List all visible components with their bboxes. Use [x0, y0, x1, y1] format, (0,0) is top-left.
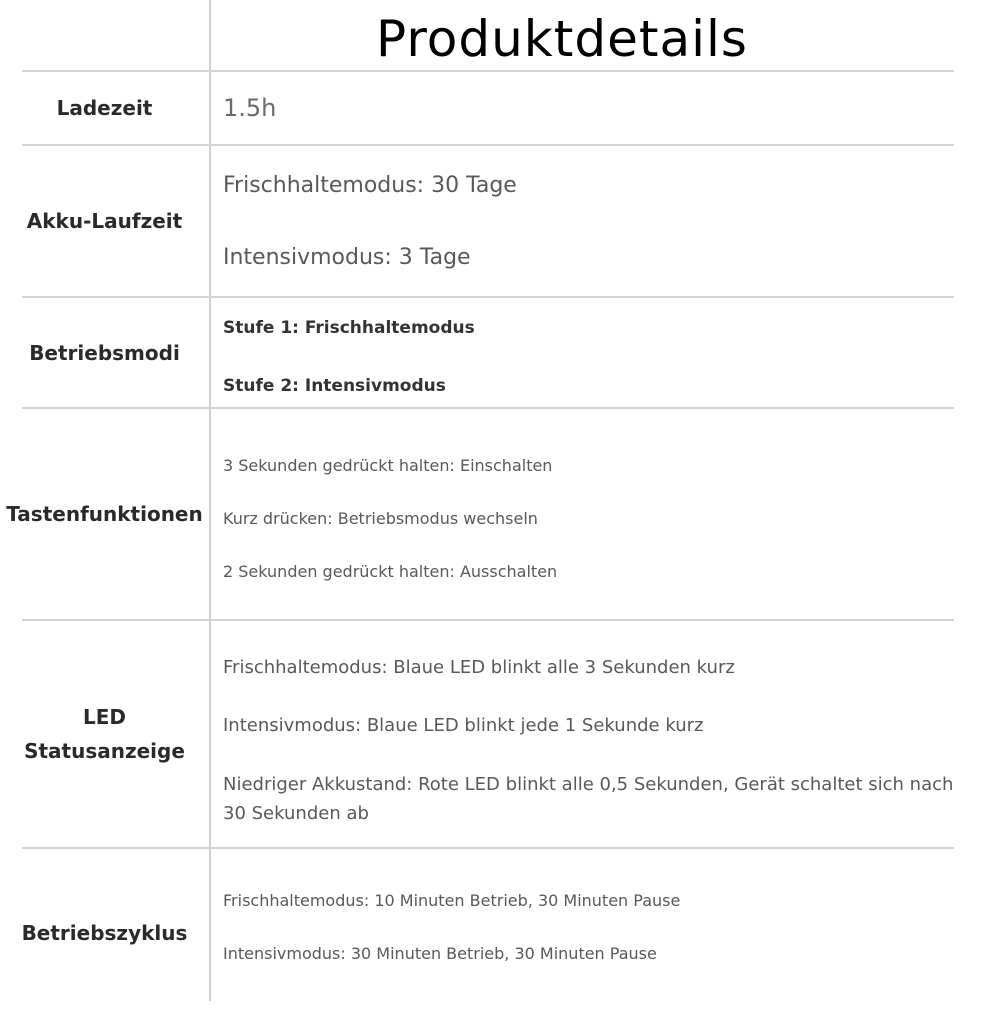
label-text: Betriebszyklus — [21, 921, 188, 945]
value-led-frischhalte: Frischhaltemodus: Blaue LED blinkt alle 3 Sekunden kurz — [223, 657, 735, 678]
label-text-line1: LED — [82, 705, 126, 729]
page-title: Produktdetails — [376, 10, 748, 68]
value-led-akkustand: Niedriger Akkustand: Rote LED blinkt alle 0,5 Sekunden, Gerät schaltet sich nach 30 Sekunden ab — [223, 774, 954, 824]
label-text: Betriebsmodi — [29, 340, 180, 365]
label-ladezeit — [0, 72, 209, 144]
value-stufe-2: Stufe 2: Intensivmodus — [223, 376, 446, 396]
value-taste-wechseln: Kurz drücken: Betriebsmodus wechseln — [223, 509, 538, 528]
label-betriebsmodi — [0, 298, 209, 407]
value-zyklus-frischhalte: Frischhaltemodus: 10 Minuten Betrieb, 30 Minuten Pause — [223, 891, 681, 910]
value-zyklus-intensiv: Intensivmodus: 30 Minuten Betrieb, 30 Minuten Pause — [223, 944, 657, 963]
value-taste-einschalten: 3 Sekunden gedrückt halten: Einschalten — [223, 456, 553, 475]
value-akku-frischhalte: Frischhaltemodus: 30 Tage — [223, 173, 517, 198]
value-akku-intensiv: Intensivmodus: 3 Tage — [223, 245, 471, 270]
label-text-line2: Statusanzeige — [24, 739, 185, 763]
label-text: Akku-Laufzeit — [26, 209, 183, 233]
label-tastenfunktionen — [0, 409, 209, 619]
label-text: Ladezeit — [56, 96, 153, 120]
value-led-intensiv: Intensivmodus: Blaue LED blinkt jede 1 Sekunde kurz — [223, 715, 704, 736]
label-led-statusanzeige — [0, 621, 209, 847]
label-akku-laufzeit — [0, 146, 209, 296]
value-ladezeit: 1.5h — [223, 94, 277, 122]
label-betriebszyklus — [0, 849, 209, 1017]
column-divider — [209, 0, 211, 1001]
value-taste-ausschalten: 2 Sekunden gedrückt halten: Ausschalten — [223, 562, 558, 581]
value-stufe-1: Stufe 1: Frischhaltemodus — [223, 318, 475, 338]
label-text: Tastenfunktionen — [6, 502, 203, 526]
